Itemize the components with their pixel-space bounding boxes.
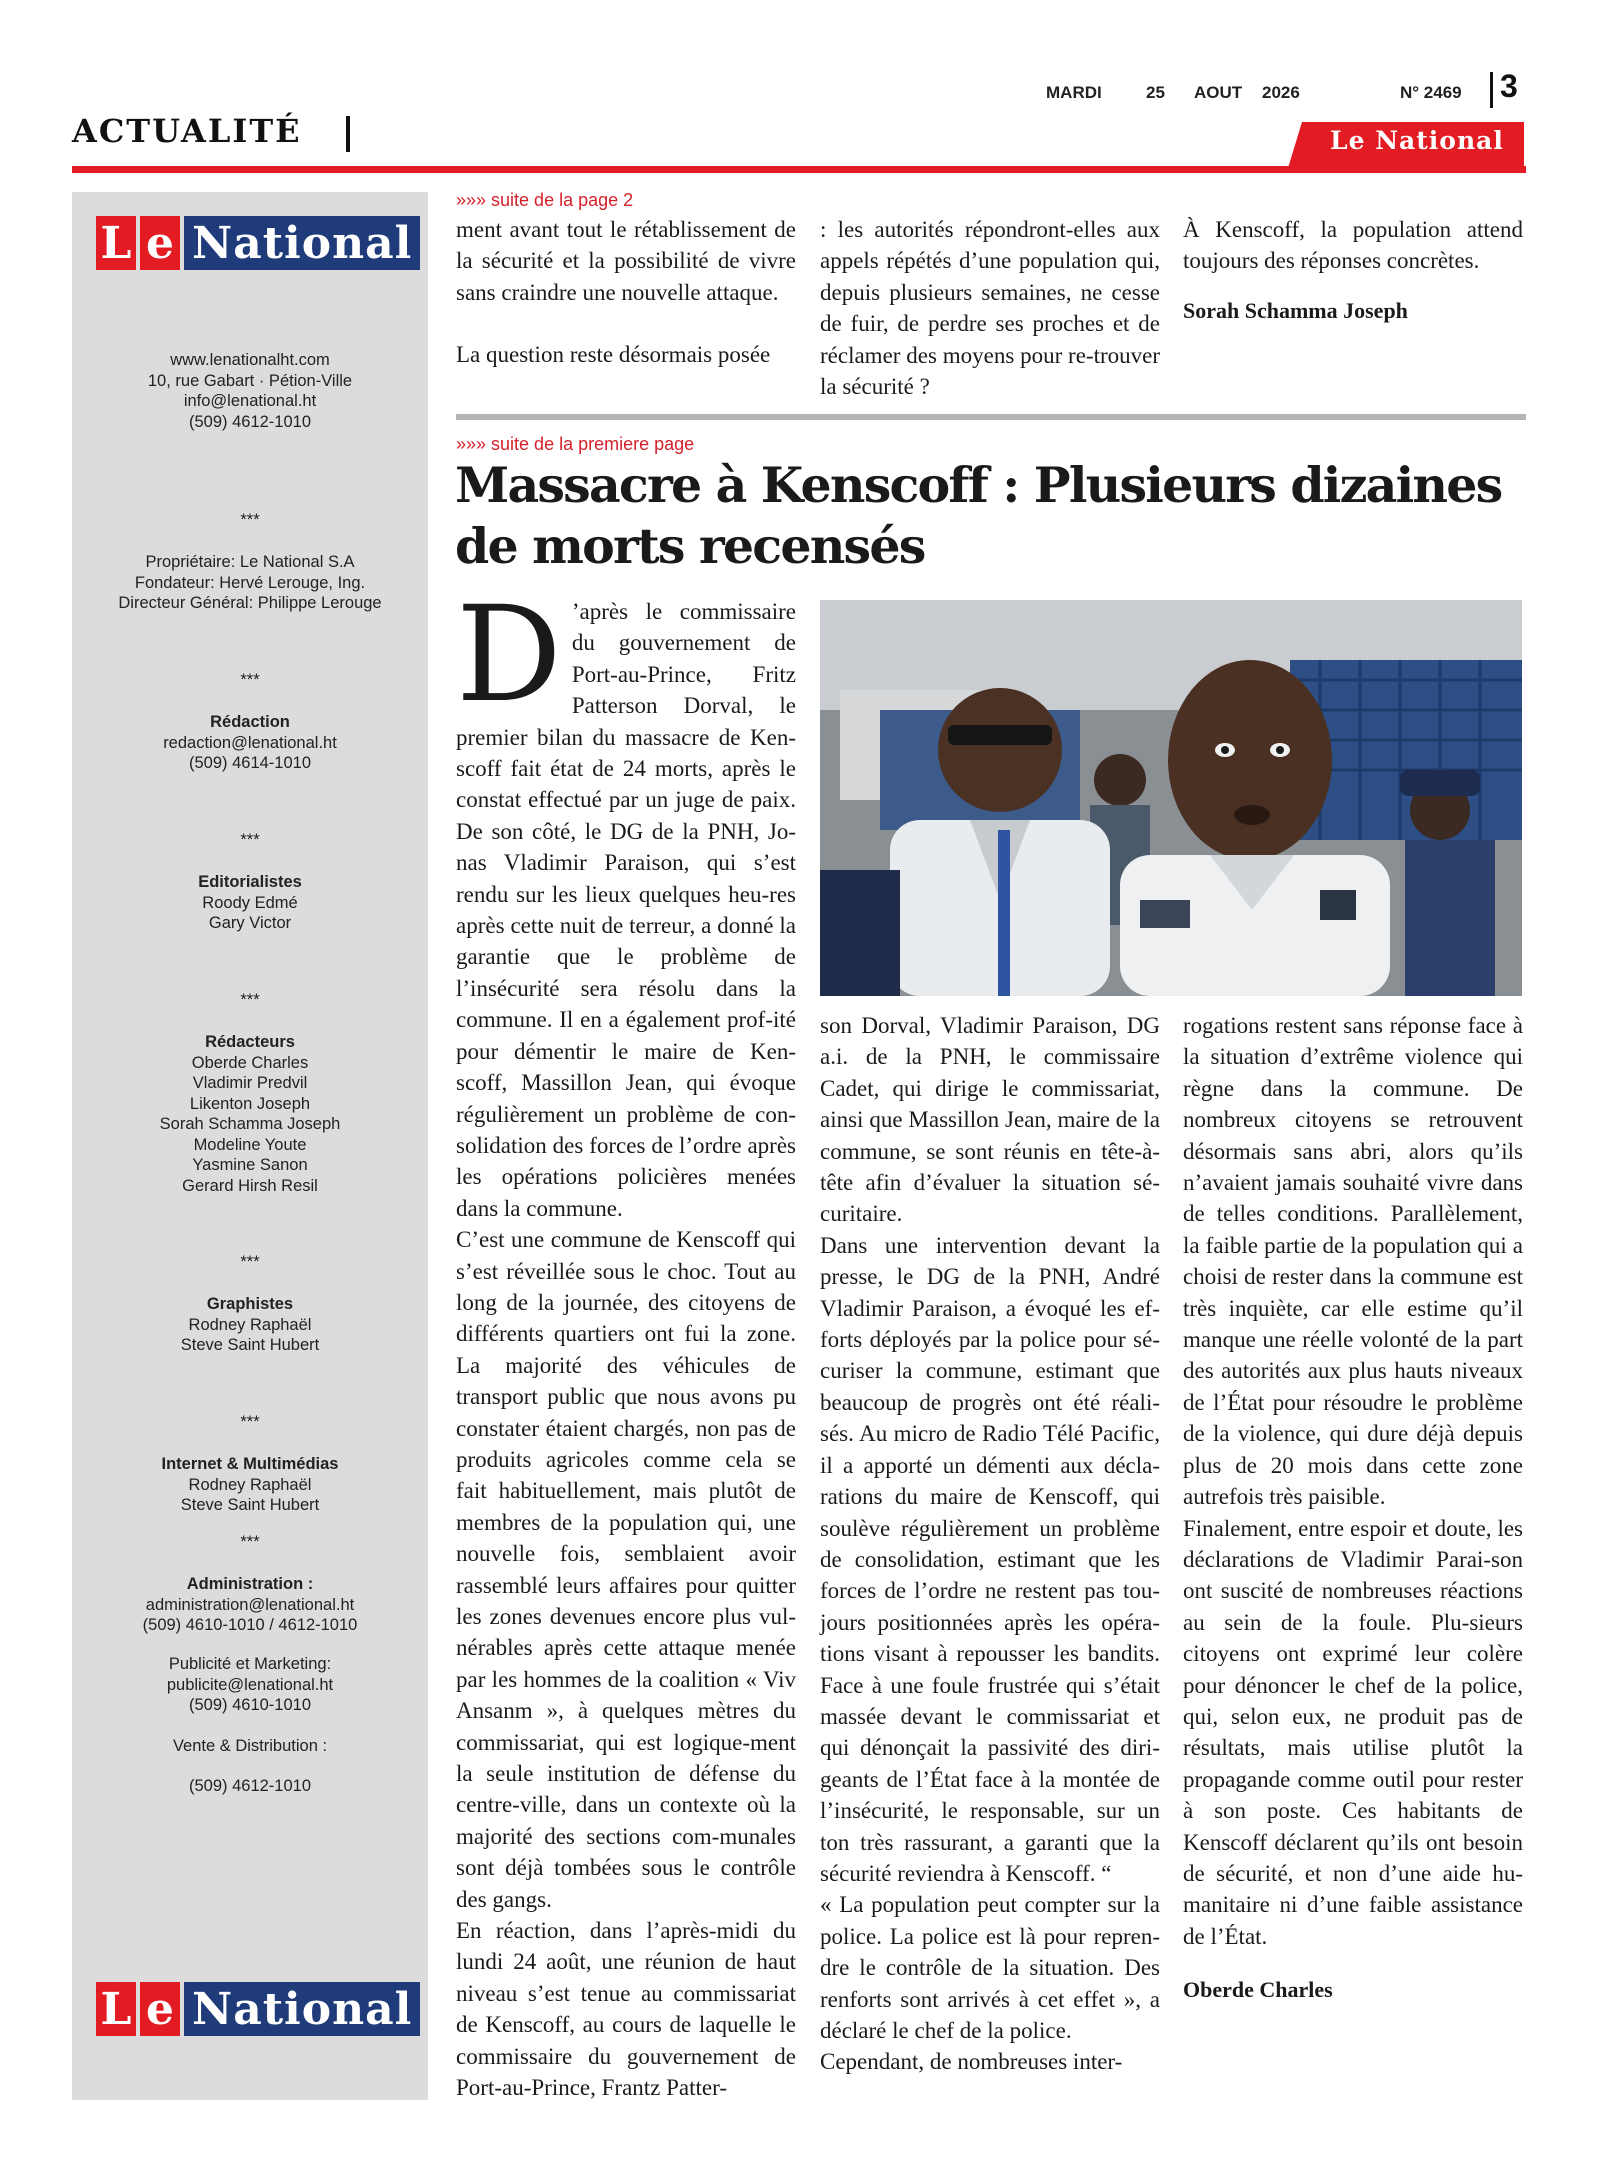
publicite-block: Publicité et Marketing: publicite@lenational.ht (509) 4610-1010: [72, 1654, 428, 1716]
page-number-divider: [1490, 72, 1493, 108]
article-col3: rogations restent sans réponse face à la situation d’extrême violence qui règne dans la commune. De nombreux citoyens se retrouvent désormais sans abri, alors qu’ils n’avaient jamais souhaité vivre dans de telles conditions. Parallèlement, la faible partie de la population qui a choisi de rester dans la commune est très inquiète, car elle estime qu’il manque une réelle volonté de la part des autorités aux plus hauts niveaux de l’État pour résoudre le problème de la violence, qui dure déjà depuis plus de 20 mois dans cette zone autrefois très paisible. Finalement, entre espoir et doute, les déclarations de Vladimir Parai-son ont suscité de nombreuses réactions au sein de la foule. Plu-sieurs citoyens ont exprimé leur colère pour dénoncer le chef de la police, qui, selon eux, ne produit pas de résultats, mais utilise plutôt la propagande comme outil pour rester à son poste. Ces habitants de Kenscoff déclarent qu’ils ont besoin de sécurité, et non d’une aide hu-manitaire ni d’une faible assistance de l’État. Oberde Charles: [1183, 1010, 1523, 2006]
separator: ***: [240, 511, 260, 529]
masthead-sidebar: [72, 192, 428, 2100]
redacteurs-block: Rédacteurs Oberde Charles Vladimir Predvil Likenton Joseph Sorah Schamma Joseph Modeline Youte Yasmine Sanon Gerard Hirsh Resil: [159, 1033, 341, 1195]
section-title: ACTUALITÉ: [72, 112, 302, 150]
article-kicker: »»» suite de la premiere page: [456, 434, 695, 454]
issue-year: 2026: [1262, 83, 1300, 102]
issue-number: N° 2469: [1400, 83, 1462, 102]
header-rule: [72, 166, 1526, 173]
article-author: Oberde Charles: [1183, 1977, 1333, 2003]
address: 10, rue Gabart · Pétion-Ville: [147, 371, 353, 390]
separator: ***: [240, 671, 260, 689]
brand-tab-label: Le National: [1330, 126, 1504, 155]
section-divider: [346, 116, 350, 152]
internet-block: Internet & Multimédias Rodney Raphaël Steve Saint Hubert: [161, 1455, 339, 1514]
page-number: 3: [1500, 68, 1518, 104]
continuation-col1: ment avant tout le rétablissement de la sécurité et la possibilité de vivre sans craindre une nouvelle attaque. La question reste désormais posée: [456, 217, 796, 368]
le-national-logo-top: L e National: [96, 216, 420, 270]
article-col1: D ’après le commissaire du gouvernement de Port-au-Prince, Fritz Patterson Dorval, le premier bilan du massacre de Ken-scoff fait état de 24 morts, après le constat effectué par un juge de paix. De son côté, le DG de la PNH, Jo-nas Vladimir Paraison, qui s’est rendu sur les lieux quelques heu-res après cette nuit de terreur, a donné la garantie que le problème de l’insécurité sera résolu dans la commune. Il en a également prof-ité pour démentir le maire de Ken-scoff, Massillon Jean, qui évoque régulièrement un problème de con-solidation des forces de l’ordre après les opérations policières menées dans la commune. C’est une commune de Kenscoff qui s’est réveillée sous le choc. Tout au long de la journée, des citoyens de différents quartiers ont fui la zone. La majorité des véhicules de transport public que nous avons pu constater étaient chargés, non pas de produits agricoles comme cela se fait habituellement, mais plutôt de membres de la population qui, une nouvelle fois, semblaient avoir rassemblé leurs affaires pour quitter les zones devenues encore plus vul-nérables après cette attaque menée par les hommes de la coalition « Viv Ansanm », à quelques mètres du commissariat, qui est logique-ment la seule institution de défense du centre-ville, dans un contexte où la majorité des sections com-munales sont déjà tombées sous le contrôle des gangs. En réaction, dans l’après-midi du lundi 24 août, une réunion de haut niveau s’est tenue au commissariat de Kenscoff, au cours de laquelle le commissaire du gouvernement de Port-au-Prince, Frantz Patter-: [456, 578, 796, 2101]
ownership-block: Propriétaire: Le National S.A Fondateur: Hervé Lerouge, Ing. Directeur Général: Philippe Lerouge: [118, 553, 382, 612]
administration-block: Administration : administration@lenational.ht (509) 4610-1010 / 4612-1010: [72, 1574, 428, 1636]
redaction-block: Rédaction redaction@lenational.ht (509) 4614-1010: [72, 712, 428, 774]
redaction-email[interactable]: redaction@lenational.ht: [163, 733, 337, 752]
contact-block: [72, 350, 428, 432]
vente-phone: (509) 4612-1010: [188, 1777, 311, 1795]
editorialistes-block: Editorialistes Roody Edmé Gary Victor: [198, 873, 302, 932]
le-national-logo-bottom: L e National: [96, 1982, 420, 2036]
continuation-kicker: »»» suite de la page 2: [456, 190, 634, 210]
email-link[interactable]: info@lenational.ht: [183, 392, 317, 410]
article-headline: Massacre à Kenscoff : Plusieurs dizaines de morts recensés: [455, 456, 1502, 575]
separator: ***: [240, 1413, 260, 1431]
phone: (509) 4612-1010: [188, 412, 311, 431]
issue-month: AOUT: [1194, 83, 1243, 102]
website-link[interactable]: www.lenationalht.com: [170, 351, 330, 369]
graphistes-block: Graphistes Rodney Raphaël Steve Saint Hubert: [180, 1295, 320, 1354]
issue-day: MARDI: [1046, 83, 1102, 102]
separator: ***: [240, 831, 260, 849]
article-photo: [820, 600, 1522, 996]
section-rule: [456, 414, 1526, 420]
drop-cap: D: [456, 578, 562, 732]
publicite-email[interactable]: publicite@lenational.ht: [166, 1675, 334, 1694]
separator: ***: [240, 1253, 260, 1271]
continuation-col2: : les autorités répondront-elles aux appels répétés d’une population qui, depuis plusieurs semaines, ne cesse de fuir, de perdre ses proches et de réclamer des moyens pour re-trouver la sécurité ?: [820, 217, 1160, 400]
vente-label: Vente & Distribution :: [172, 1737, 328, 1755]
issue-date: 25: [1146, 83, 1165, 102]
press-scene-illustration: [820, 600, 1522, 996]
continuation-col3: À Kenscoff, la population attend toujours des réponses concrètes. Sorah Schamma Joseph: [1183, 214, 1523, 326]
article-col2: son Dorval, Vladimir Paraison, DG a.i. de la PNH, le commissaire Cadet, qui dirige le commissariat, ainsi que Massillon Jean, maire de la commune, se sont réunis en tête-à-tête afin d’évaluer la situation sé-curitaire. Dans une intervention devant la presse, le DG de la PNH, André Vladimir Paraison, a évoqué les ef-forts déployés par la police pour sé-curiser la commune, estimant que beaucoup de progrès ont été réali-sés. Au micro de Radio Télé Pacific, il a apporté un démenti aux décla-rations du maire de Kenscoff, qui soulève régulièrement un problème de consolidation, estimant que les forces de l’ordre ne restent pas tou-jours positionnées après les opéra-tions visant à repousser les bandits. Face à une foule frustrée qui s’était massée devant le commissariat et qui dénonçait la passivité des diri-geants de l’État face à la montée de l’insécurité, le responsable, sur un ton très rassurant, a garanti que la sécurité reviendra à Kenscoff. “ « La population peut compter sur la police. La police est là pour repren-dre le contrôle de la situation. Des renforts sont arrivés à cet effet », a déclaré le chef de la police. Cependant, de nombreuses inter-: [820, 1013, 1160, 2075]
separator: ***: [240, 991, 260, 1009]
continuation-author: Sorah Schamma Joseph: [1183, 297, 1408, 323]
administration-email[interactable]: administration@lenational.ht: [145, 1595, 355, 1614]
separator: ***: [240, 1533, 260, 1551]
